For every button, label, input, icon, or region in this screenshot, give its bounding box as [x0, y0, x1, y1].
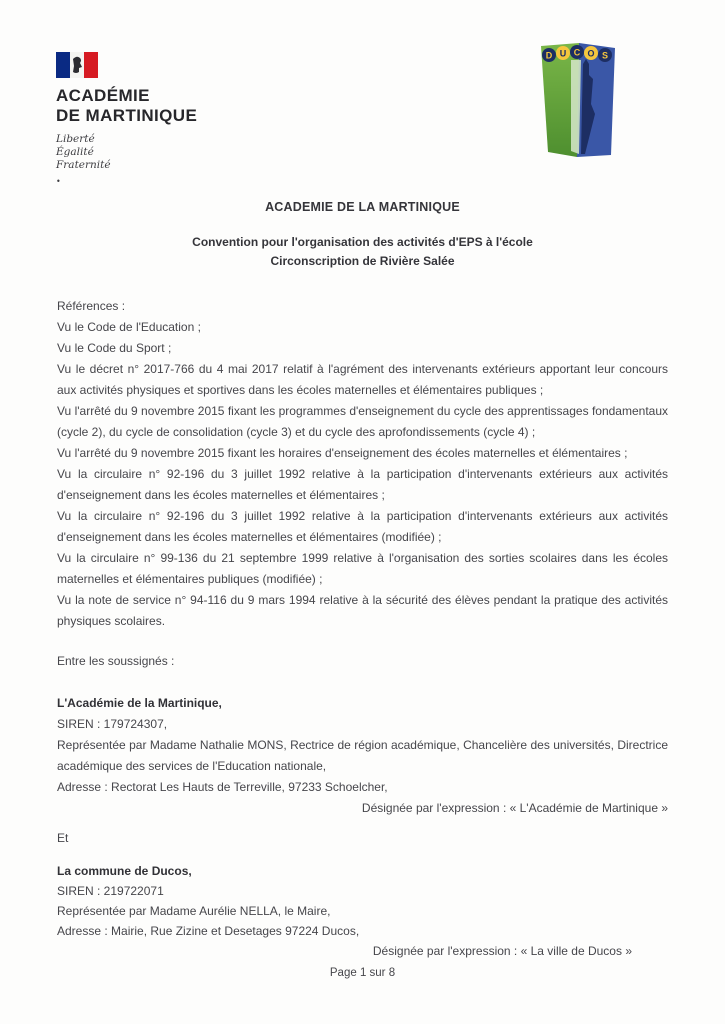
academie-name-line2: DE MARTINIQUE	[56, 105, 198, 125]
motto-mark: •	[56, 177, 61, 186]
references-label: Références :	[57, 299, 126, 313]
party-ducos	[57, 861, 668, 961]
document-title: ACADEMIE DE LA MARTINIQUE	[265, 200, 460, 214]
reference-circulaire-99-136: Vu la circulaire n° 99-136 du 21 septembre 1999 relative à l'organisation des sorties scolaires dans les écoles maternelles et élémentaires publiques (modifiée) ;	[57, 551, 668, 586]
parties-intro: Entre les soussignés :	[57, 654, 175, 668]
reference-decret-2017-766: Vu le décret n° 2017-766 du 4 mai 2017 relatif à l'agrément des intervenants extérieurs apportant leur concours aux activités physiques et sportives dans les écoles maternelles et élémentaires publiques ;	[57, 362, 668, 397]
party1-represented-by: Représentée par Madame Nathalie MONS, Rectrice de région académique, Chancelière des universités, Directrice académique des services de l'Education nationale,	[57, 738, 668, 773]
party2-address: Adresse : Mairie, Rue Zizine et Desetages 97224 Ducos,	[57, 924, 360, 938]
ducos-letter-c: C	[573, 47, 581, 58]
ducos-logo-graphic	[536, 42, 620, 162]
subtitle-line2: Circonscription de Rivière Salée	[270, 254, 455, 268]
party1-name: L'Académie de la Martinique,	[57, 696, 222, 710]
motto-egalite: Égalité	[56, 146, 94, 158]
ducos-letter-u: U	[559, 48, 567, 59]
academie-logo-block	[56, 52, 197, 188]
reference-arrete-horaires: Vu l'arrêté du 9 novembre 2015 fixant les horaires d'enseignement des écoles maternelles et élémentaires ;	[57, 446, 628, 460]
reference-circulaire-92-196-modifiee: Vu la circulaire n° 92-196 du 3 juillet 1992 relative à la participation d'intervenants extérieurs aux activités d'enseignement dans les écoles maternelles et élémentaires (modifiée) ;	[57, 509, 668, 544]
party-academie	[57, 693, 668, 819]
party1-designation: Désignée par l'expression : « L'Académie de Martinique »	[361, 801, 668, 815]
french-flag-marianne-icon	[56, 52, 98, 78]
reference-arrete-programmes: Vu l'arrêté du 9 novembre 2015 fixant les programmes d'enseignement du cycle des apprentissages fondamentaux (cycle 2), du cycle de consolidation (cycle 3) et du cycle des aprofondissements (cycle 4) ;	[57, 404, 668, 439]
party1-address: Adresse : Rectorat Les Hauts de Terreville, 97233 Schoelcher,	[57, 780, 388, 794]
subtitle-line1: Convention pour l'organisation des activités d'EPS à l'école	[192, 235, 533, 249]
ducos-letter-o: O	[587, 48, 595, 59]
reference-note-94-116: Vu la note de service n° 94-116 du 9 mars 1994 relative à la sécurité des élèves pendant la pratique des activités physiques scolaires.	[57, 593, 668, 628]
party2-name: La commune de Ducos,	[57, 864, 192, 878]
page-number: Page 1 sur 8	[329, 967, 396, 979]
ducos-town-logo	[536, 42, 620, 167]
references-section	[57, 296, 668, 632]
academie-name	[56, 86, 197, 125]
ducos-letter-d: D	[545, 50, 553, 61]
academie-name-line1: ACADÉMIE	[56, 86, 150, 105]
party2-represented-by: Représentée par Madame Aurélie NELLA, le Maire,	[57, 904, 331, 918]
republic-motto	[56, 133, 197, 188]
ducos-letter-s: S	[601, 50, 609, 61]
party2-siren: SIREN : 219722071	[57, 884, 164, 898]
reference-code-sport: Vu le Code du Sport ;	[57, 341, 172, 355]
connector-et: Et	[57, 831, 69, 845]
motto-fraternite: Fraternité	[56, 159, 111, 171]
party2-designation: Désignée par l'expression : « La ville de Ducos »	[372, 944, 632, 958]
motto-liberte: Liberté	[56, 133, 95, 145]
party1-siren: SIREN : 179724307,	[57, 717, 168, 731]
document-subtitle	[57, 233, 668, 271]
reference-code-education: Vu le Code de l'Education ;	[57, 320, 201, 334]
reference-circulaire-92-196: Vu la circulaire n° 92-196 du 3 juillet 1992 relative à la participation d'intervenants extérieurs aux activités d'enseignement dans les écoles maternelles et élémentaires ;	[57, 467, 668, 502]
